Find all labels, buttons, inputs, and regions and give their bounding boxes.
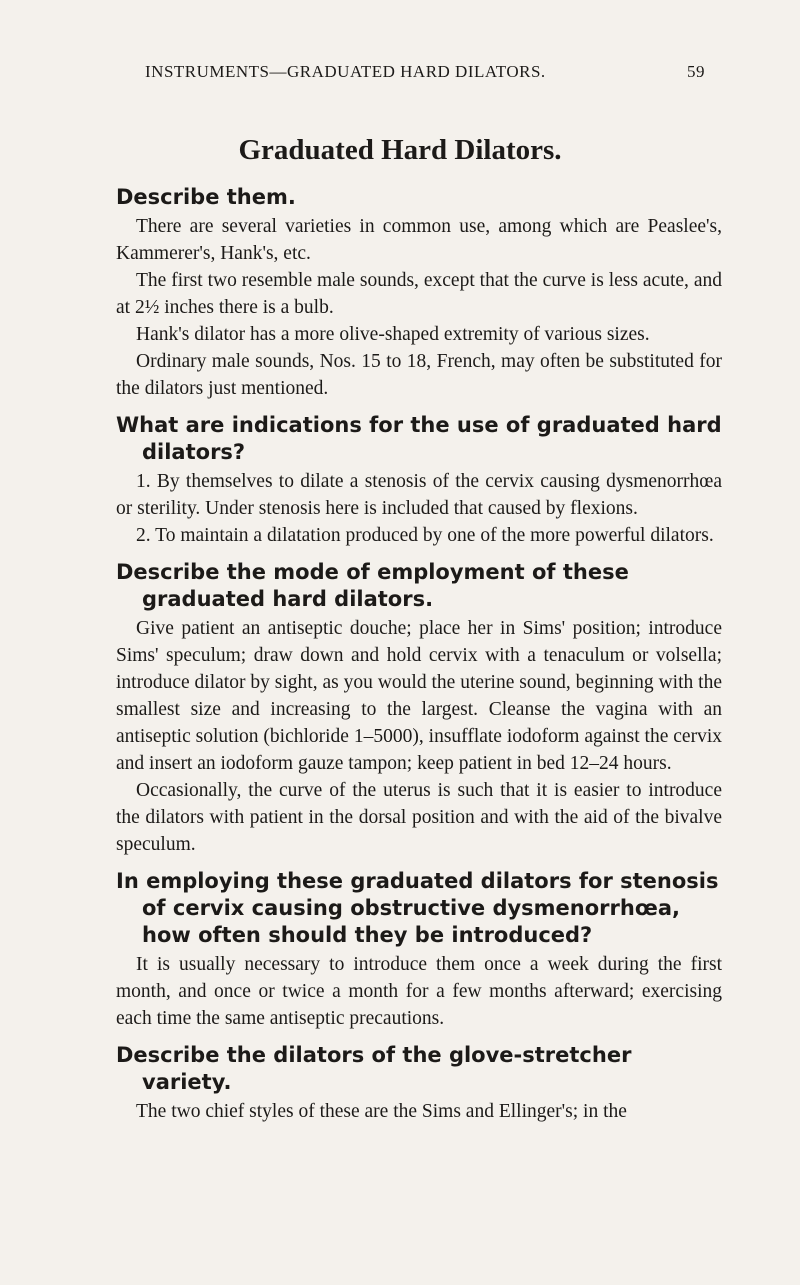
page-number: 59 (687, 62, 705, 81)
question-heading: In employing these graduated dilators for stenosis of cervix causing obstructive dysmenorrhœa, how often should they be introduced? (116, 869, 719, 947)
section-describe-them (116, 184, 722, 402)
answer-paragraph: It is usually necessary to introduce them once a week during the first month, and once or twice a month for a few months afterward; exercising each time the same antiseptic precautions. (116, 954, 722, 1029)
section-glove-stretcher (116, 1042, 722, 1125)
answer-paragraph: 1. By themselves to dilate a stenosis of the cervix causing dysmenorrhœa or sterility. Under stenosis here is included that caused by flexions. (116, 471, 722, 519)
page-title: Graduated Hard Dilators. (238, 134, 562, 166)
answer-paragraph: There are several varieties in common use, among which are Peaslee's, Kammerer's, Hank's, etc. (116, 216, 722, 264)
question-heading: Describe the mode of employment of these graduated hard dilators. (116, 560, 629, 611)
running-head (145, 62, 705, 82)
question-heading: What are indications for the use of graduated hard dilators? (116, 413, 722, 464)
answer-paragraph: Give patient an antiseptic douche; place her in Sims' position; introduce Sims' speculum; draw down and hold cervix with a tenaculum or volsella; introduce dilator by sight, as you would the uterine sound, beginning with the smallest size and increasing to the largest. Cleanse the vagina with an antiseptic solution (bichloride 1–5000), insufflate iodoform against the cervix and insert an iodoform gauze tampon; keep patient in bed 12–24 hours. (116, 618, 722, 774)
question-heading: Describe them. (116, 185, 296, 209)
answer-paragraph: The two chief styles of these are the Sims and Ellinger's; in the (136, 1101, 627, 1122)
section-frequency (116, 868, 722, 1032)
answer-paragraph: The first two resemble male sounds, except that the curve is less acute, and at 2½ inches there is a bulb. (116, 270, 722, 318)
question-heading: Describe the dilators of the glove-stretcher variety. (116, 1043, 632, 1094)
running-title: INSTRUMENTS—GRADUATED HARD DILATORS. (145, 62, 546, 81)
section-mode-of-employment (116, 559, 722, 858)
section-indications (116, 412, 722, 549)
answer-paragraph: Ordinary male sounds, Nos. 15 to 18, French, may often be substituted for the dilators just mentioned. (116, 351, 722, 399)
page-body (116, 184, 722, 1125)
answer-paragraph: 2. To maintain a dilatation produced by one of the more powerful dilators. (136, 525, 714, 546)
answer-paragraph: Hank's dilator has a more olive-shaped extremity of various sizes. (136, 324, 650, 345)
answer-paragraph: Occasionally, the curve of the uterus is such that it is easier to introduce the dilators with patient in the dorsal position and with the aid of the bivalve speculum. (116, 780, 722, 855)
